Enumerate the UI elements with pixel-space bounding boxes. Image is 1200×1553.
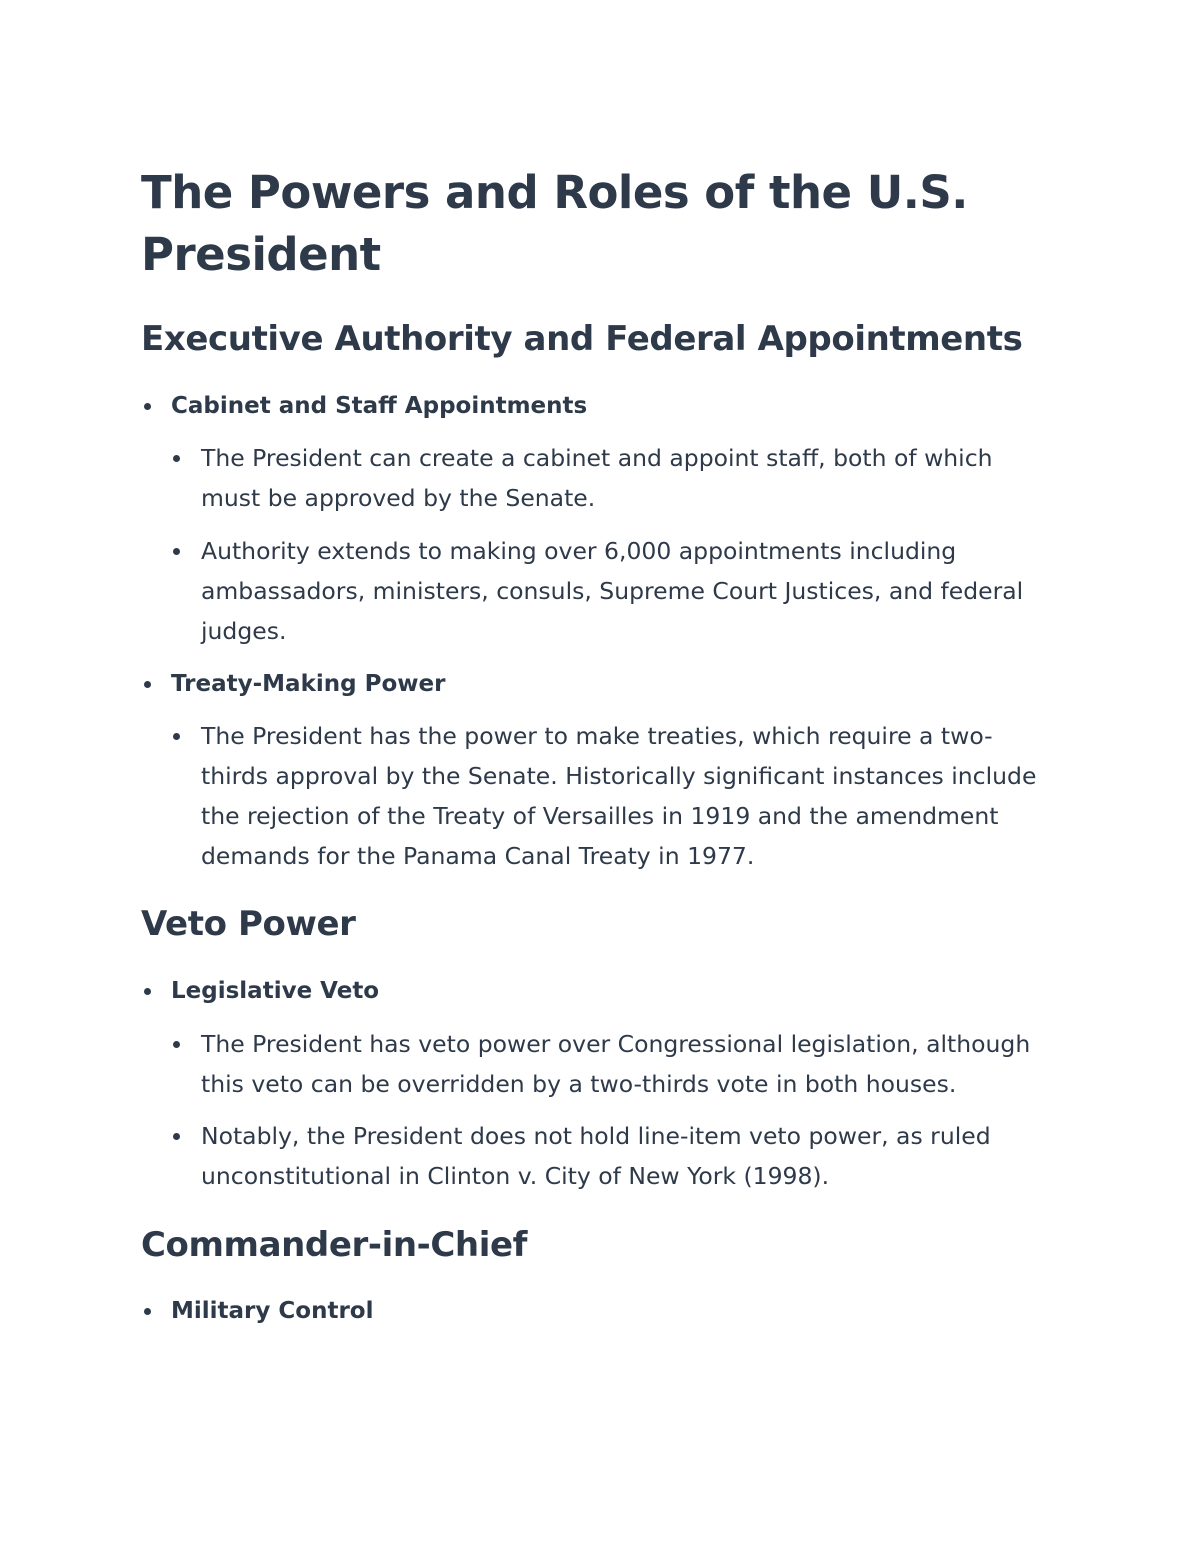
bullet-icon	[173, 548, 180, 555]
sub-item-text: The President has veto power over Congressional legislation, although this veto can be overridden by a two-thirds vote in both houses.	[201, 1030, 1031, 1098]
bullet-icon	[173, 733, 180, 740]
sub-item	[171, 531, 1051, 651]
bullet-icon	[173, 1133, 180, 1140]
document-title: The Powers and Roles of the U.S. President	[141, 166, 968, 281]
bullet-item-label: Legislative Veto	[171, 978, 380, 1004]
sub-item	[171, 438, 1051, 518]
sub-item	[171, 1116, 1051, 1196]
sub-item	[171, 716, 1051, 876]
sub-item-text: The President has the power to make treaties, which require a two-thirds approval by the Senate. Historically significant instances include the rejection of the Treaty of Versailles in 1919 and the amendment demands for the Panama Canal Treaty in 1977.	[201, 722, 1037, 870]
bullet-icon	[144, 403, 151, 410]
bullet-item-label: Cabinet and Staff Appointments	[171, 393, 588, 419]
bullet-icon	[144, 988, 151, 995]
sub-item-text: Notably, the President does not hold line-item veto power, as ruled unconstitutional in Clinton v. City of New York (1998).	[201, 1122, 991, 1190]
sub-item-text: Authority extends to making over 6,000 appointments including ambassadors, ministers, consuls, Supreme Court Justices, and federal judges.	[201, 537, 1024, 645]
section-heading-veto-power: Veto Power	[141, 904, 356, 944]
bullet-icon	[173, 455, 180, 462]
section-heading-commander-in-chief: Commander-in-Chief	[141, 1225, 528, 1265]
bullet-item-label: Military Control	[171, 1298, 374, 1324]
bullet-icon	[144, 681, 151, 688]
sub-item-text: The President can create a cabinet and appoint staff, both of which must be approved by the Senate.	[201, 444, 993, 512]
bullet-icon	[173, 1041, 180, 1048]
section-heading-executive-authority: Executive Authority and Federal Appointments	[141, 319, 1023, 359]
bullet-item-label: Treaty-Making Power	[171, 671, 446, 697]
sub-item	[171, 1024, 1051, 1104]
bullet-icon	[144, 1308, 151, 1315]
